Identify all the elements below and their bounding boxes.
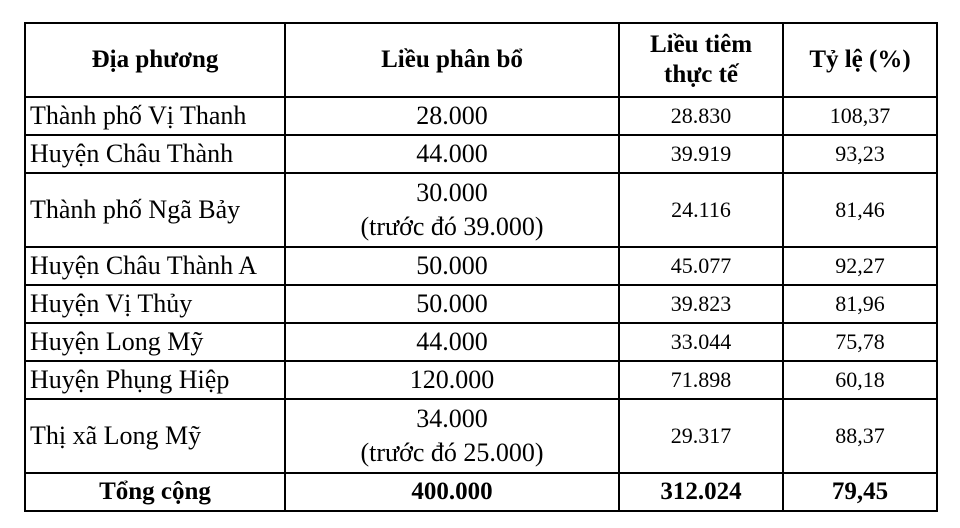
locality-cell: Huyện Châu Thành A	[25, 247, 285, 285]
header-allocated: Liều phân bổ	[285, 23, 619, 97]
locality-cell: Huyện Vị Thủy	[25, 285, 285, 323]
rate-cell: 88,37	[783, 399, 937, 473]
table-row	[25, 323, 937, 361]
table-row	[25, 361, 937, 399]
rate-cell: 81,46	[783, 173, 937, 247]
actual-cell: 39.823	[619, 285, 783, 323]
header-actual	[619, 23, 783, 97]
total-actual: 312.024	[619, 473, 783, 511]
header-locality: Địa phương	[25, 23, 285, 97]
actual-cell: 28.830	[619, 97, 783, 135]
rate-cell: 60,18	[783, 361, 937, 399]
actual-cell: 45.077	[619, 247, 783, 285]
locality-cell: Huyện Phụng Hiệp	[25, 361, 285, 399]
header-actual-line2: thực tế	[664, 61, 738, 88]
locality-cell: Huyện Châu Thành	[25, 135, 285, 173]
table-row	[25, 173, 937, 247]
allocated-cell: 120.000	[285, 361, 619, 399]
table-row	[25, 247, 937, 285]
allocated-cell: 28.000	[285, 97, 619, 135]
allocated-cell	[285, 399, 619, 473]
locality-cell: Thành phố Ngã Bảy	[25, 173, 285, 247]
rate-cell: 92,27	[783, 247, 937, 285]
header-row	[25, 23, 937, 97]
allocated-cell: 50.000	[285, 285, 619, 323]
locality-cell: Thành phố Vị Thanh	[25, 97, 285, 135]
allocated-cell: 44.000	[285, 323, 619, 361]
allocated-previous-note: (trước đó 25.000)	[360, 438, 544, 467]
allocated-cell	[285, 173, 619, 247]
total-row	[25, 473, 937, 511]
actual-cell: 24.116	[619, 173, 783, 247]
header-rate: Tỷ lệ (%)	[783, 23, 937, 97]
table-row	[25, 135, 937, 173]
actual-cell: 33.044	[619, 323, 783, 361]
rate-cell: 81,96	[783, 285, 937, 323]
actual-cell: 71.898	[619, 361, 783, 399]
total-allocated: 400.000	[285, 473, 619, 511]
locality-cell: Huyện Long Mỹ	[25, 323, 285, 361]
rate-cell: 93,23	[783, 135, 937, 173]
header-actual-line1: Liều tiêm	[649, 31, 753, 58]
allocated-previous-note: (trước đó 39.000)	[360, 212, 544, 241]
locality-cell: Thị xã Long Mỹ	[25, 399, 285, 473]
rate-cell: 108,37	[783, 97, 937, 135]
allocated-cell: 44.000	[285, 135, 619, 173]
actual-cell: 29.317	[619, 399, 783, 473]
total-label: Tổng cộng	[25, 473, 285, 511]
rate-cell: 75,78	[783, 323, 937, 361]
vaccination-table	[24, 22, 938, 512]
table-row	[25, 399, 937, 473]
total-rate: 79,45	[783, 473, 937, 511]
allocated-value: 34.000	[416, 404, 488, 433]
table-row	[25, 97, 937, 135]
actual-cell: 39.919	[619, 135, 783, 173]
allocated-value: 30.000	[416, 178, 488, 207]
table-row	[25, 285, 937, 323]
allocated-cell: 50.000	[285, 247, 619, 285]
